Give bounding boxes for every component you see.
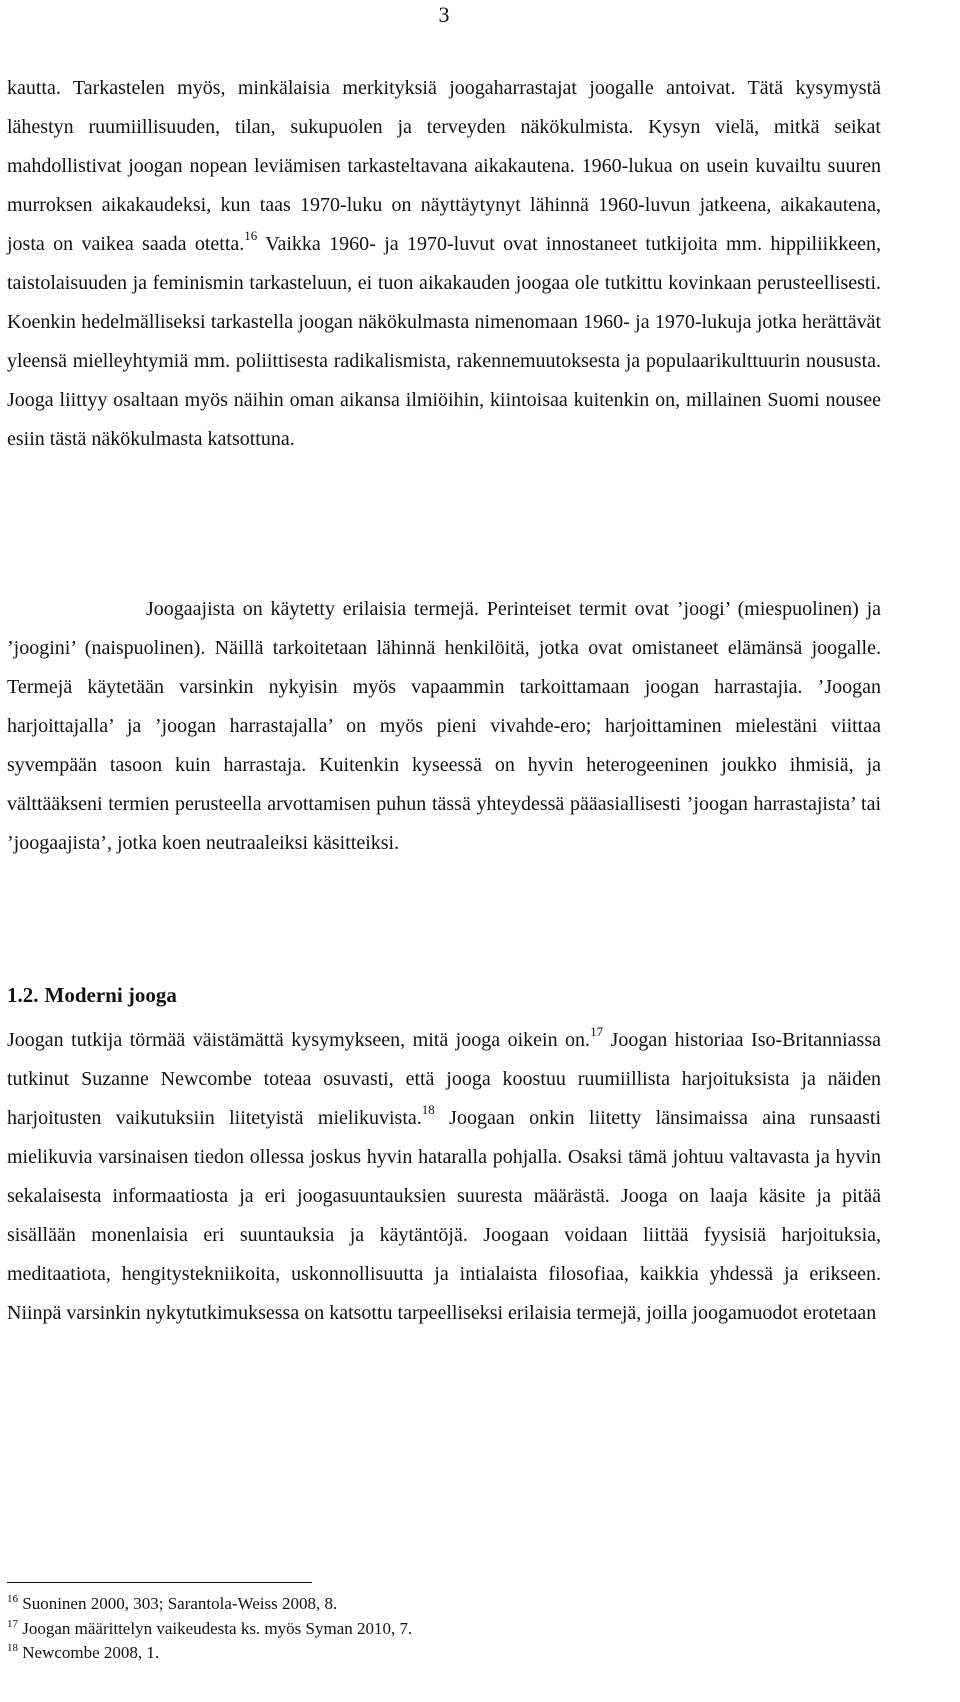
section-title: Moderni jooga bbox=[44, 983, 177, 1007]
footnote-divider bbox=[7, 1582, 312, 1583]
paragraph-modern-yoga bbox=[7, 1021, 881, 1333]
paragraph-terms: Joogaajista on käytetty erilaisia termejä. Perinteiset termit ovat ’joogi’ (miespuolinen) ja ’joogini’ (naispuolinen). Näillä tarkoitetaan lähinnä henkilöitä, jotka ovat omistaneet elämänsä joogalle. Termejä käytetään varsinkin nykyisin myös vapaammin tarkoittamaan joogan harrastajia. ’Joogan harjoittajalla’ ja ’joogan harrastajalla’ on myös pieni vivahde-ero; harjoittaminen mielestäni viittaa syvempään tasoon kuin harrastaja. Kuitenkin kyseessä on hyvin heterogeeninen joukko ihmisiä, ja välttääkseni termien perusteella arvottamisen puhun tässä yhteydessä pääasiallisesti ’joogan harrastajista’ tai ’joogaajista’, jotka koen neutraaleiksi käsitteiksi. bbox=[7, 598, 881, 854]
body-text-section-1 bbox=[7, 69, 881, 459]
footnote-text: Suoninen 2000, 303; Sarantola-Weiss 2008, 8. bbox=[18, 1594, 338, 1613]
footnote-text: Newcombe 2008, 1. bbox=[18, 1643, 160, 1662]
paragraph-text: Joogan historiaa Iso-Britanniassa tutkinut Suzanne Newcombe toteaa osuvasti, että jooga koostuu ruumiillista harjoituksista ja näiden harjoitusten vaikutuksiin liitetyistä mielikuvista. bbox=[7, 1029, 882, 1129]
footnote-18 bbox=[7, 1641, 887, 1666]
footnote-number: 18 bbox=[7, 1642, 18, 1654]
section-heading bbox=[7, 980, 183, 1010]
footnote-number: 16 bbox=[7, 1593, 18, 1605]
footnote-ref-16[interactable]: 16 bbox=[244, 228, 258, 243]
section-number: 1.2. bbox=[7, 983, 39, 1007]
footnote-16 bbox=[7, 1592, 887, 1617]
footnote-number: 17 bbox=[7, 1617, 18, 1630]
footnote-17 bbox=[7, 1617, 887, 1642]
footnotes bbox=[7, 1592, 887, 1666]
footnote-ref-17[interactable]: 17 bbox=[590, 1024, 604, 1039]
paragraph-text: Joogan tutkija törmää väistämättä kysymykseen, mitä jooga oikein on. bbox=[7, 1029, 591, 1051]
paragraph-research-questions bbox=[7, 69, 881, 459]
paragraph-text: kautta. Tarkastelen myös, minkälaisia merkityksiä joogaharrastajat joogalle antoivat. Tätä kysymystä lähestyn ruumiillisuuden, tilan, sukupuolen ja terveyden näkökulmista. Kysyn vielä, mitkä seikat mahdollistivat joogan nopean leviämisen tarkasteltavana aikakautena. 1960-lukua on usein kuvailtu suuren murroksen aikakaudeksi, kun taas 1970-luku on näyttäytynyt lähinnä 1960-luvun jatkeena, aikakautena, josta on vaikea saada otetta. bbox=[7, 77, 881, 255]
paragraph-text: Joogaan onkin liitetty länsimaissa aina runsaasti mielikuvia varsinaisen tiedon ollessa joskus hyvin hataralla pohjalla. Osaksi tämä johtuu valtavasta ja hyvin sekalaisesta informaatiosta ja eri joogasuuntauksien suuresta määrästä. Jooga on laaja käsite ja pitää sisällään monenlaisia eri suuntauksia ja käytäntöjä. Joogaan voidaan liittää fyysisiä harjoituksia, meditaatiota, hengitystekniikoita, uskonnollisuutta ja intialaista filosofiaa, kaikkia yhdessä ja erikseen. Niinpä varsinkin nykytutkimuksessa on katsottu tarpeelliseksi erilaisia termejä, joilla joogamuodot erotetaan bbox=[7, 1107, 882, 1324]
page-number: 3 bbox=[438, 2, 450, 27]
paragraph-text: Vaikka 1960- ja 1970-luvut ovat innostaneet tutkijoita mm. hippiliikkeen, taistolaisuuden ja feminismin tarkasteluun, ei tuon aikakauden joogaa ole tutkittu kovinkaan perusteellisesti. Koenkin hedelmälliseksi tarkastella joogan näkökulmasta nimenomaan 1960- ja 1970-lukuja jotka herättävät yleensä mielleyhtymiä mm. poliittisesta radikalismista, rakennemuutoksesta ja populaarikulttuurin noususta. Jooga liittyy osaltaan myös näihin oman aikansa ilmiöihin, kiintoisaa kuitenkin on, millainen Suomi nousee esiin tästä näkökulmasta katsottuna. bbox=[7, 233, 881, 450]
body-text-section-3 bbox=[7, 1021, 881, 1333]
footnote-ref-18[interactable]: 18 bbox=[421, 1102, 435, 1117]
footnote-text: Joogan määrittelyn vaikeudesta ks. myös Syman 2010, 7. bbox=[18, 1618, 413, 1638]
body-text-section-2 bbox=[7, 590, 881, 863]
